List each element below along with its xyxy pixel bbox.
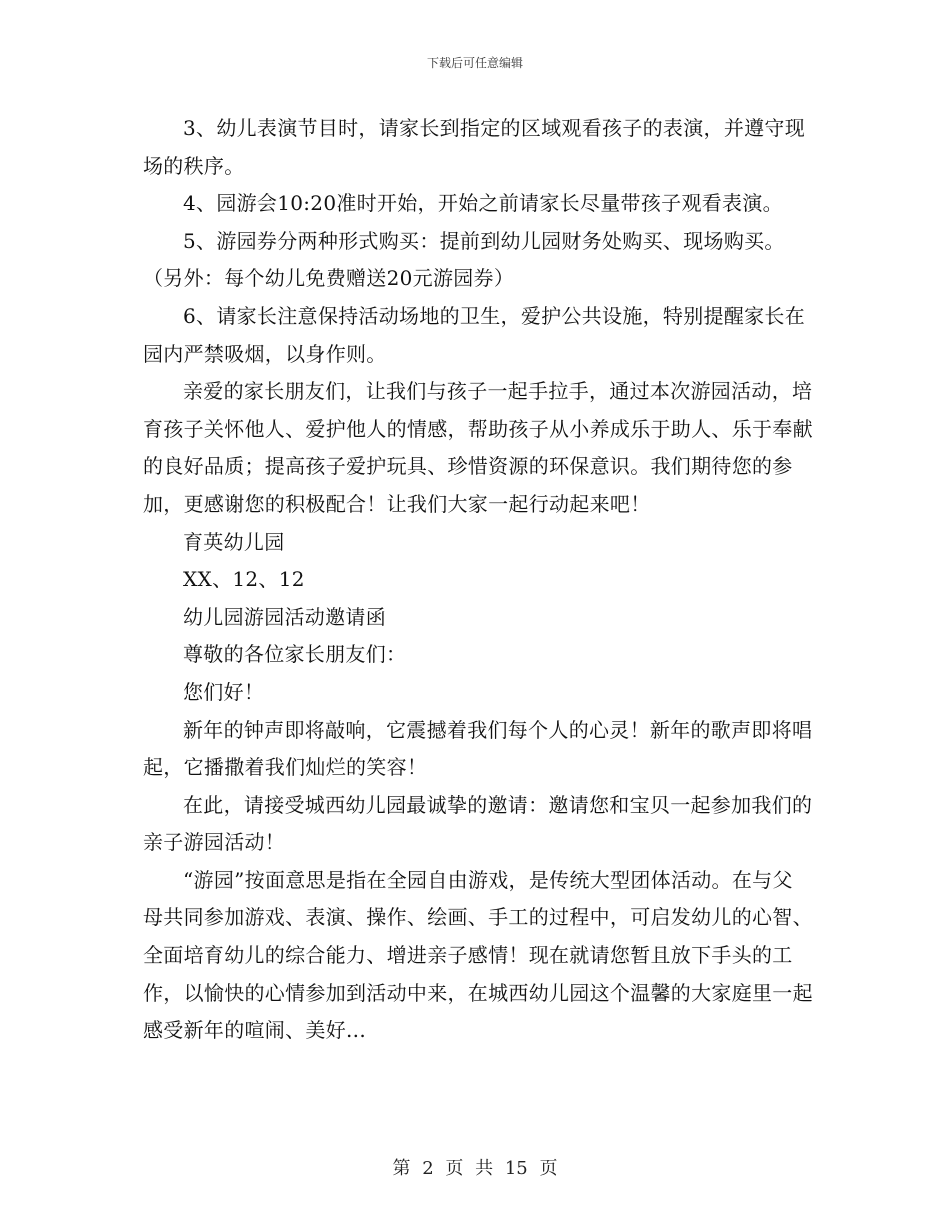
document-body — [143, 110, 813, 1050]
letter-title: 幼儿园游园活动邀请函 — [183, 604, 386, 629]
paragraph-invitation: 在此，请接受城西幼儿园最诚挚的邀请：邀请您和宝贝一起参加我们的亲子游园活动！ — [143, 792, 813, 855]
signature-name: 育英幼儿园 — [183, 529, 285, 554]
paragraph-item-6: 6、请家长注意保持活动场地的卫生，爱护公共设施，特别提醒家长在园内严禁吸烟，以身作则。 — [143, 303, 806, 366]
paragraph-item-3: 3、幼儿表演节目时，请家长到指定的区域观看孩子的表演，并遵守现场的秩序。 — [143, 116, 806, 178]
paragraph-item-4: 4、园游会10:20准时开始，开始之前请家长尽量带孩子观看表演。 — [183, 191, 783, 216]
letter-greeting: 您们好！ — [183, 679, 265, 704]
page-footer: 第 2 页 共 15 页 — [392, 1158, 558, 1179]
paragraph-event-description: “游园”按面意思是指在全园自由游戏，是传统大型团体活动。在与父母共同参加游戏、表演、操作、绘画、手工的过程中，可启发幼儿的心智、全面培育幼儿的综合能力、增进亲子感情！现在就请您暂且放下手头的工作，以愉快的心情参加到活动中来，在城西幼儿园这个温馨的大家庭里一起感受新年的喧闹、美好... — [143, 867, 813, 1043]
letter-salutation: 尊敬的各位家长朋友们： — [183, 642, 407, 667]
signature-date: XX、12、12 — [183, 567, 305, 592]
paragraph-closing: 亲爱的家长朋友们，让我们与孩子一起手拉手，通过本次游园活动，培育孩子关怀他人、爱护他人的情感，帮助孩子从小养成乐于助人、乐于奉献的良好品质；提高孩子爱护玩具、珍惜资源的环保意识。我们期待您的参加，更感谢您的积极配合！让我们大家一起行动起来吧！ — [143, 379, 813, 516]
paragraph-new-year: 新年的钟声即将敲响，它震撼着我们每个人的心灵！新年的歌声即将唱起，它播撒着我们灿烂的笑容！ — [143, 717, 813, 780]
paragraph-item-5: 5、游园券分两种形式购买：提前到幼儿园财务处购买、现场购买。 — [183, 228, 785, 253]
paragraph-note: （另外：每个幼儿免费赠送20元游园券） — [143, 266, 515, 291]
page-header: 下载后可任意编辑 — [426, 56, 523, 70]
